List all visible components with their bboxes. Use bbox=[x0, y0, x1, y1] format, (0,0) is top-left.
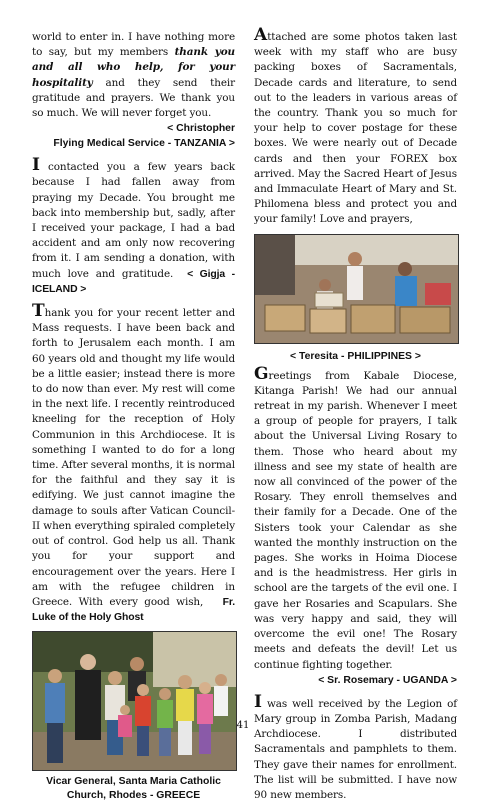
drop-cap: T bbox=[32, 301, 45, 322]
drop-cap: G bbox=[254, 363, 269, 384]
letter-philippines bbox=[254, 25, 457, 228]
photo-packing-boxes bbox=[254, 234, 459, 344]
signature-name: < Christopher bbox=[167, 123, 235, 135]
signature-location: Flying Medical Service - TANZANIA > bbox=[53, 138, 235, 150]
letter-tanzania bbox=[32, 30, 235, 151]
right-column bbox=[254, 25, 457, 803]
letter-body bbox=[254, 691, 457, 803]
emphasized-text: thank you and all who help, for your hospitality bbox=[32, 46, 235, 89]
letter-text: and they send their gratitude and prayers. We thank you so much. We will never forget you. bbox=[32, 76, 235, 120]
photo-caption: Vicar General, Santa Maria Catholic Church, Rhodes - GREECE bbox=[46, 776, 221, 802]
letter-madang bbox=[254, 691, 457, 803]
letter-body bbox=[254, 363, 457, 673]
photo-caption: < Teresita - PHILIPPINES > bbox=[290, 350, 421, 362]
signature: < Gigja - ICELAND > bbox=[32, 268, 235, 295]
letter-iceland bbox=[32, 155, 235, 297]
letter-body bbox=[32, 301, 235, 625]
letter-text: contacted you a few years back because I had fallen away from praying my Decade. You brought me back into membership but, sadly, after I received your package, I had a bad accident and am only now recovering from it. I am sending a donation, with much love and gratitude. bbox=[32, 161, 235, 280]
letter-body bbox=[32, 155, 235, 297]
drop-cap: I bbox=[32, 155, 40, 176]
signature: < Sr. Rosemary - UGANDA > bbox=[318, 674, 457, 686]
letter-greece bbox=[32, 301, 235, 625]
letter-text: was well received by the Legion of Mary group in Zomba Parish, Madang Archdiocese. I distributed Sacramentals and pamphlets to them. They gave their names for enrollment. The list will be submitted. I have now 90 new members. bbox=[254, 697, 457, 801]
photo-refugee-children bbox=[32, 631, 237, 771]
letter-text: ttached are some photos taken last week with my staff who are busy packing boxes of Sacramentals, Decade cards and literature, to send out to the leaders in various areas of the country. Thank you so much for your help to cover postage for these boxes. We were nearly out of Decade cards and then your FOREX box arrived. May the Sacred Heart of Jesus and Immaculate Heart of Mary and St. Philomena bless and protect you and your family! Love and prayers, bbox=[254, 31, 457, 226]
letter-text: world to enter in. I have nothing more to say, but my members bbox=[32, 31, 235, 59]
letter-body bbox=[32, 30, 235, 121]
letter-body bbox=[254, 25, 457, 228]
drop-cap: I bbox=[254, 691, 262, 712]
drop-cap: A bbox=[254, 25, 268, 45]
page-number: 41 bbox=[236, 720, 250, 731]
left-column bbox=[32, 30, 235, 803]
letter-text: hank you for your recent letter and Mass requests. I have been back and forth to Jerusalem each month. I am 60 years old and thought my life would be a little easier; instead there is more to do now than ever. My rest will come in the next life. I recently reintroduced kneeling for the reception of Holy Communion in this Archdiocese. It is something I wanted to do for a long time. After several months, it is normal for the faithful and they say it is edifying. We just cannot imagine the damage to souls after Vatican Council-II when everything spiraled completely out of control. God help us all. Thank you for your support and encouragement over the years. Here I am with the refugee children in Greece. With every good wish, bbox=[32, 307, 235, 608]
letter-uganda bbox=[254, 363, 457, 688]
letter-text: reetings from Kabale Diocese, Kitanga Parish! We had our annual retreat in my parish. Whenever I meet a group of people for prayers, I talk about the Universal Living Rosary to them. Those who heard about my illness and see my state of health are now all convinced of the power of the Rosary. They enroll themselves and their family for a Decade. One of the Sisters took your Calendar as she wanted the monthly instruction on the pages. She works in Hoima Diocese and is the headmistress. Her girls in school are the targets of the evil one. I gave her Rosaries and Scapulars. She was very happy and said, they will overcome the evil one! The Rosary meets and defeats the devil! Let us continue fighting together. bbox=[254, 369, 457, 671]
signature: Fr. Luke of the Holy Ghost bbox=[32, 596, 235, 624]
